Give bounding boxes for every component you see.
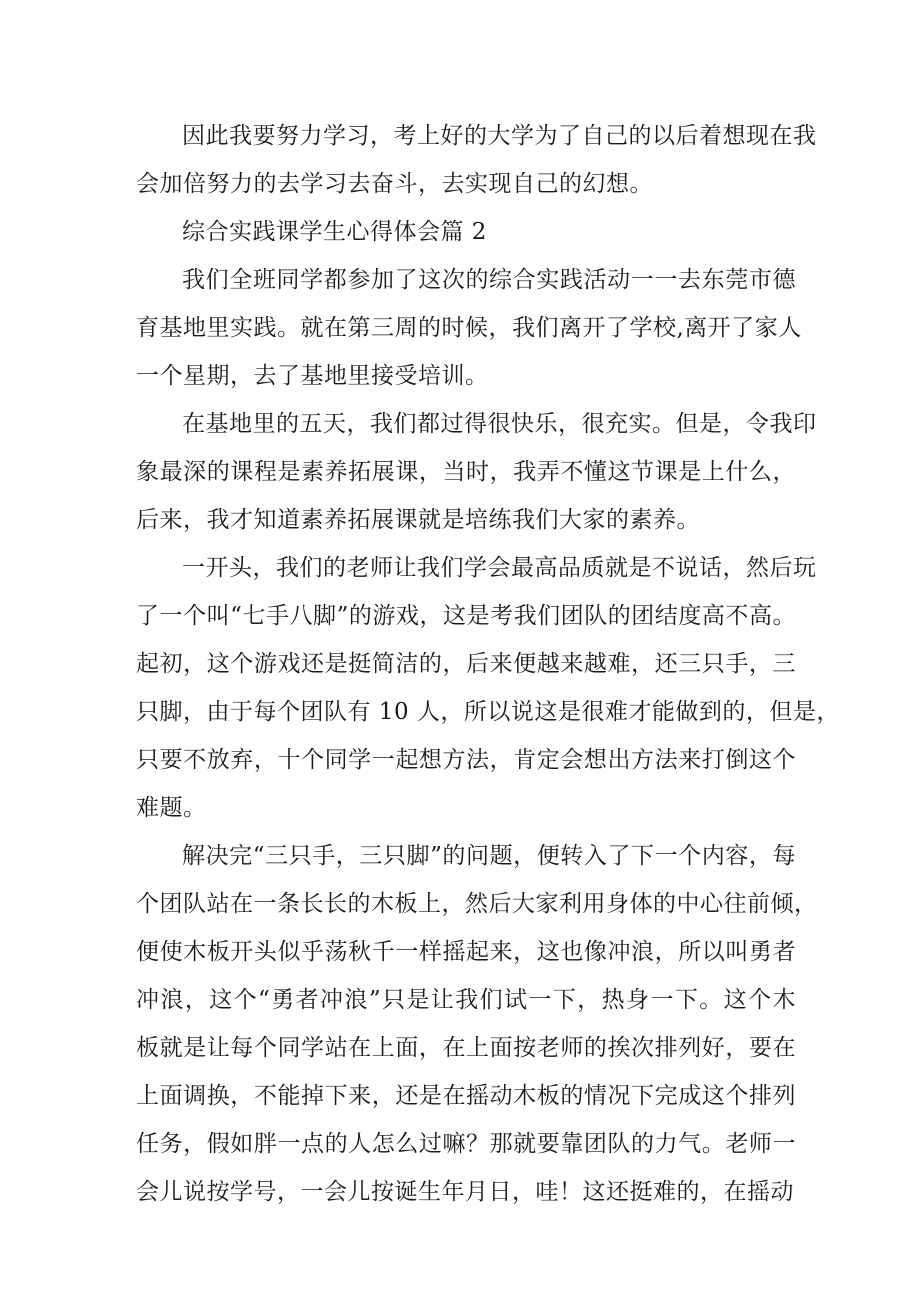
text-line: 只脚，由于每个团队有 10 人，所以说这是很难才能做到的，但是， <box>136 699 840 725</box>
paragraph <box>136 112 817 208</box>
text-line: 后来，我才知道素养拓展课就是培练我们大家的素养。 <box>136 507 700 533</box>
text-line: 象最深的课程是素养拓展课，当时，我弄不懂这节课是上什么， <box>136 459 796 485</box>
text-line: 起初，这个游戏还是挺简洁的，后来便越来越难，还三只手，三 <box>136 651 796 677</box>
text-line: 只要不放弃，十个同学一起想方法，肯定会想出方法来打倒这个 <box>136 747 796 773</box>
text-line: 因此我要努力学习，考上好的大学为了自己的以后着想现在我 <box>182 123 817 149</box>
paragraph <box>136 256 802 400</box>
text-line: 板就是让每个同学站在上面，在上面按老师的挨次排列好，要在 <box>136 1035 796 1061</box>
text-line: 任务，假如胖一点的人怎么过嘛？那就要靠团队的力气。老师一 <box>136 1131 796 1157</box>
text-line: 了一个叫“七手八脚”的游戏，这是考我们团队的团结度高不高。 <box>136 603 796 629</box>
text-line: 一开头，我们的老师让我们学会最高品质就是不说话，然后玩 <box>182 555 817 581</box>
text-line: 一个星期，去了基地里接受培训。 <box>136 363 489 389</box>
text-line: 上面调换，不能掉下来，还是在摇动木板的情况下完成这个排列 <box>136 1083 796 1109</box>
text-line: 在基地里的五天，我们都过得很快乐，很充实。但是，令我印 <box>182 411 817 437</box>
paragraph <box>136 832 818 1216</box>
text-line: 便使木板开头似乎荡秋千一样摇起来，这也像冲浪，所以叫勇者 <box>136 939 796 965</box>
text-line: 会儿说按学号，一会儿按诞生年月日，哇！这还挺难的，在摇动 <box>136 1179 794 1205</box>
section-heading <box>136 208 796 256</box>
document-body <box>136 112 840 1216</box>
heading-text: 综合实践课学生心得体会篇 2 <box>182 219 487 245</box>
text-line: 冲浪，这个“勇者冲浪”只是让我们试一下，热身一下。这个木 <box>136 987 796 1013</box>
text-line: 难题。 <box>136 795 207 821</box>
text-line: 个团队站在一条长长的木板上，然后大家利用身体的中心往前倾， <box>136 891 818 917</box>
text-line: 解决完“三只手，三只脚”的问题，便转入了下一个内容，每 <box>182 843 796 869</box>
paragraph <box>136 544 840 832</box>
text-line: 育基地里实践。就在第三周的时候，我们离开了学校,离开了家人 <box>136 315 802 341</box>
text-line: 会加倍努力的去学习去奋斗，去实现自己的幻想。 <box>136 171 653 197</box>
text-line: 我们全班同学都参加了这次的综合实践活动一一去东莞市德 <box>182 267 796 293</box>
paragraph <box>136 400 817 544</box>
